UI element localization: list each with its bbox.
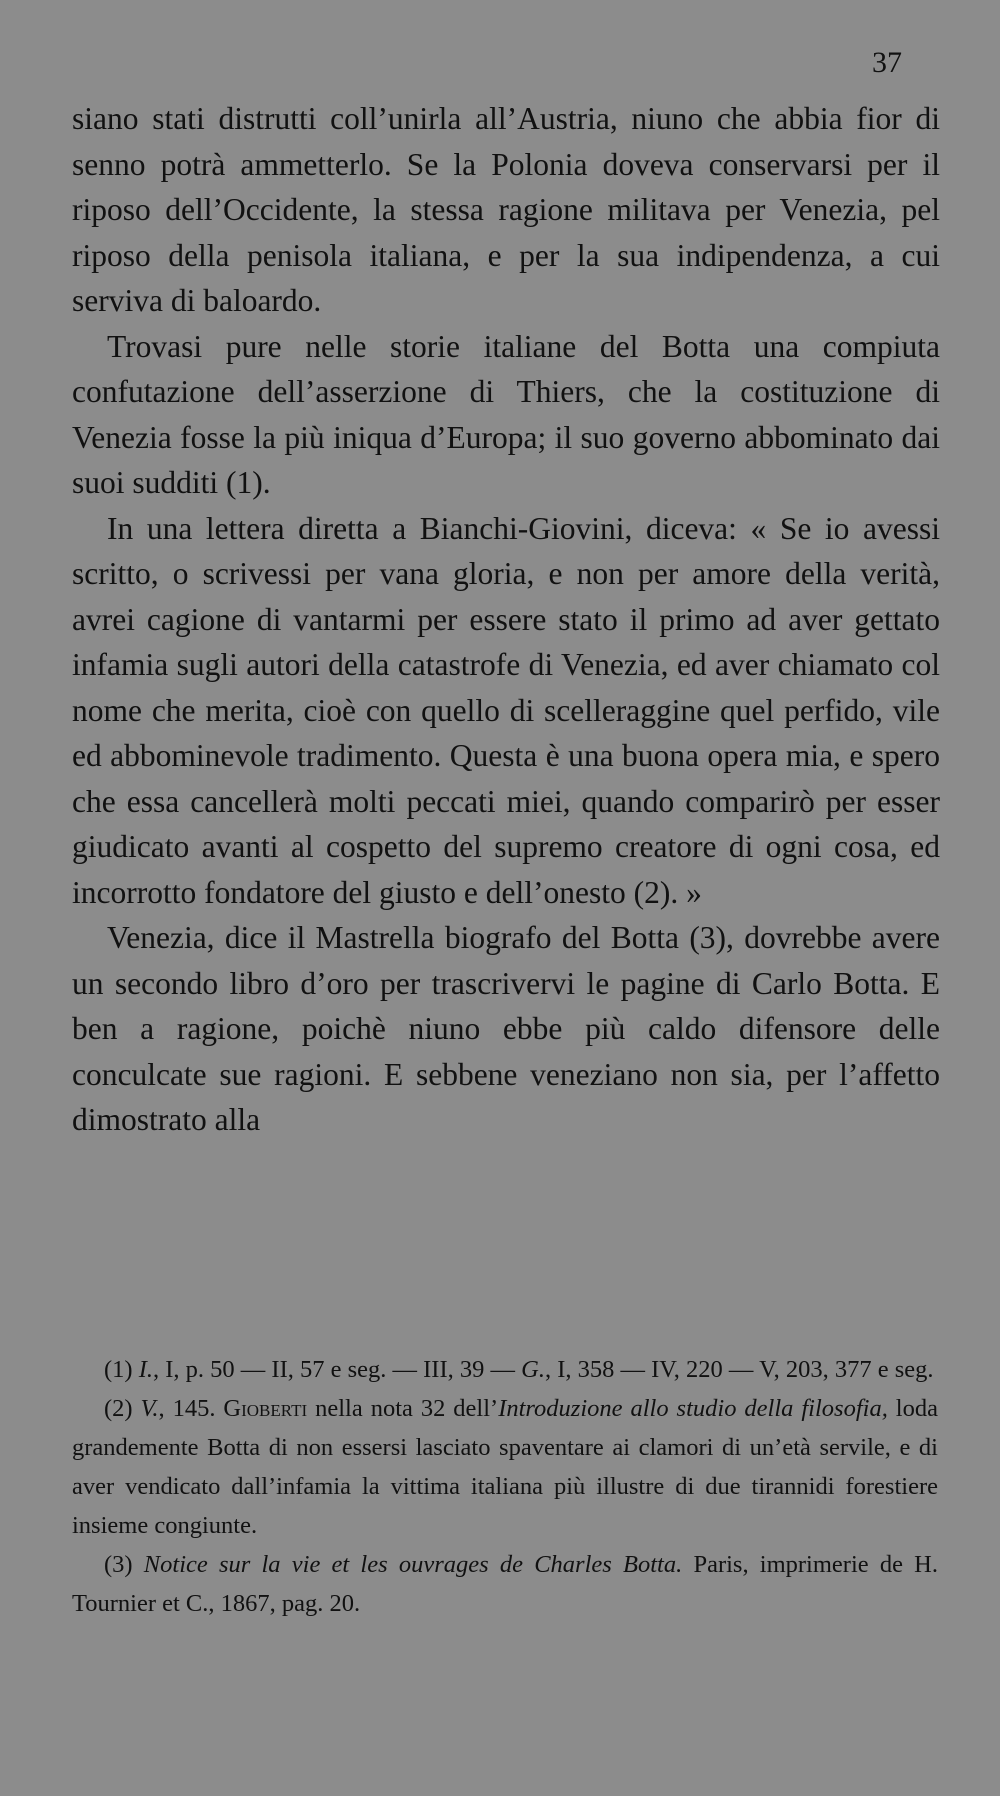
footnote-marker: (2) — [104, 1395, 133, 1422]
footnote-text: , 145. — [158, 1395, 224, 1422]
footnote-work-title: Introduzione allo studio della filosofia, — [498, 1395, 888, 1422]
footnote-ref: G. — [521, 1356, 545, 1383]
footnote-text: loda grandemente Botta di non essersi lasciato spaventare ai clamori di un’età servile, e di aver vendicato dall’infamia la vittima italiana più illustre di due tirannidi forestiere insieme congiunte. — [72, 1395, 938, 1539]
footnote-author: Gioberti — [223, 1395, 308, 1422]
paragraph: Trovasi pure nelle storie italiane del Botta una compiuta confutazione dell’asserzione di Thiers, che la costituzione di Venezia fosse la più iniqua d’Europa; il suo governo abbominato dai suoi sudditi (1). — [72, 328, 940, 500]
footnote-ref: I. — [138, 1356, 153, 1383]
footnote-1 — [72, 1350, 938, 1389]
footnote-2 — [72, 1389, 938, 1545]
footnotes — [72, 1350, 938, 1623]
main-text — [72, 96, 940, 1143]
footnote-work-title: Notice sur la vie et les ouvrages de Charles Botta. — [143, 1551, 683, 1578]
paragraph: siano stati distrutti coll’unirla all’Austria, niuno che abbia fior di senno potrà ammetterlo. Se la Polonia doveva conservarsi per il riposo dell’Occidente, la stessa ragione militava per Venezia, pel riposo della penisola italiana, e per la sua indipendenza, a cui serviva di baloardo. — [72, 101, 940, 318]
footnote-text: , I, 358 — IV, 220 — V, 203, 377 e seg. — [544, 1356, 934, 1383]
footnote-text: Paris, imprimerie de H. Tournier et C., 1867, pag. 20. — [72, 1551, 939, 1617]
footnote-marker: (1) — [104, 1356, 133, 1383]
footnote-marker: (3) — [104, 1551, 133, 1578]
footnote-text: , I, p. 50 — II, 57 e seg. — III, 39 — — [153, 1356, 522, 1383]
paragraph: In una lettera diretta a Bianchi-Giovini, diceva: « Se io avessi scritto, o scrivessi per vana gloria, e non per amore della verità, avrei cagione di vantarmi per essere stato il primo ad aver gettato infamia sugli autori della catastrofe di Venezia, ed aver chiamato col nome che merita, cioè con quello di scelleraggine quel perfido, vile ed abbominevole tradimento. Questa è una buona opera mia, e spero che essa cancellerà molti peccati miei, quando comparirò per esser giudicato avanti al cospetto del supremo creatore di ogni cosa, ed incorrotto fondatore del giusto e dell’onesto (2). » — [72, 510, 940, 910]
paragraph: Venezia, dice il Mastrella biografo del Botta (3), dovrebbe avere un secondo libro d’oro per trascrivervi le pagine di Carlo Botta. E ben a ragione, poichè niuno ebbe più caldo difensore delle conculcate sue ragioni. E sebbene veneziano non sia, per l’affetto dimostrato alla — [72, 920, 940, 1137]
footnote-text: nella nota 32 dell’ — [307, 1395, 499, 1422]
footnote-3 — [72, 1545, 938, 1623]
footnote-ref: V. — [140, 1395, 159, 1422]
page-number: 37 — [872, 46, 902, 79]
